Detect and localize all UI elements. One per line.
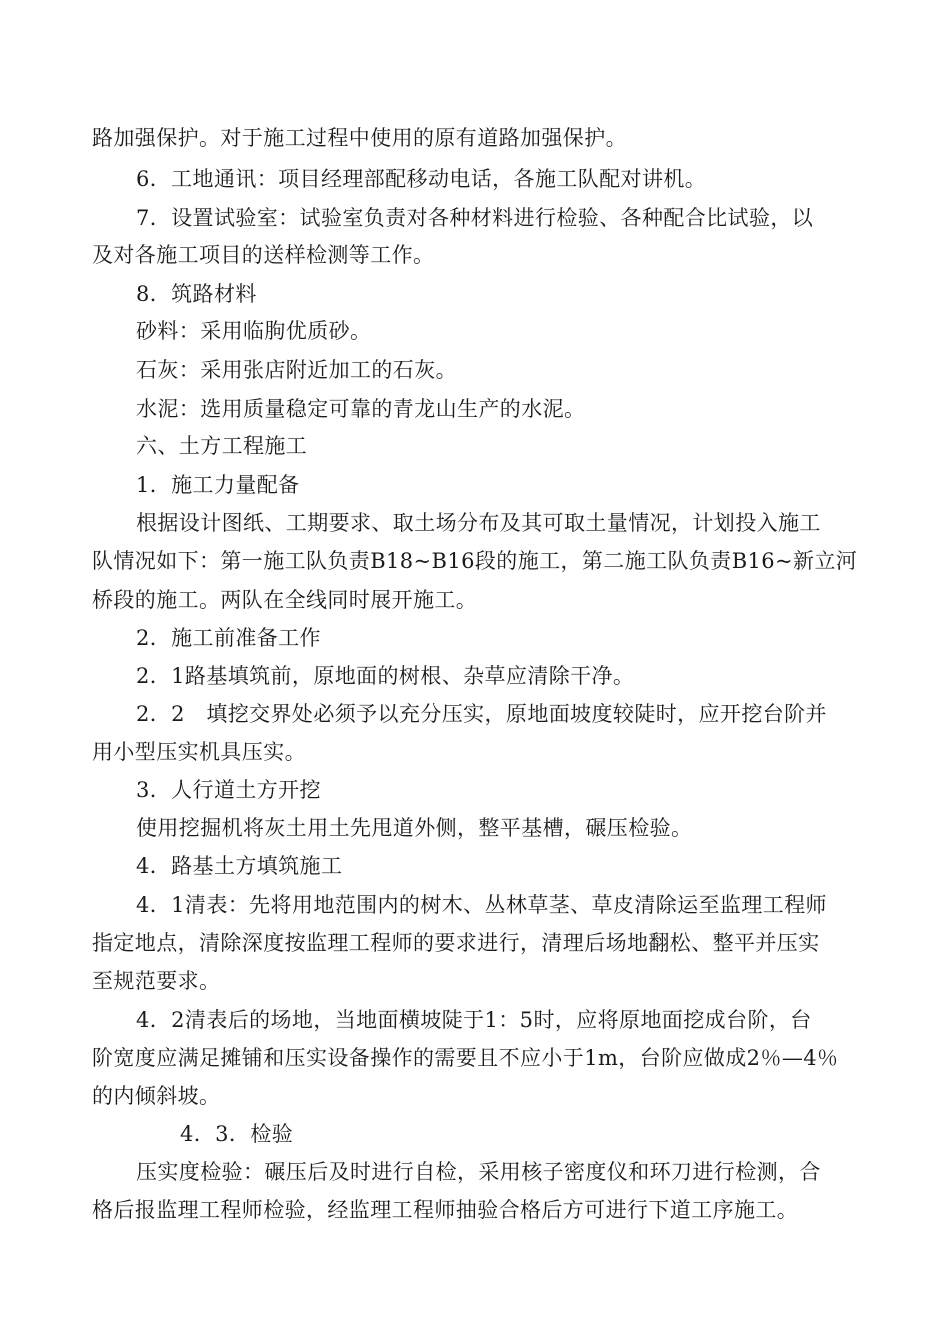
text-line: 阶宽度应满足摊铺和压实设备操作的需要且不应小于1m，台阶应做成2％—4％ xyxy=(92,1046,839,1070)
text-line: 4．1清表：先将用地范围内的树木、丛林草茎、草皮清除运至监理工程师 xyxy=(136,893,827,917)
section-heading: 8．筑路材料 xyxy=(136,282,257,306)
text-line: 2．2 填挖交界处必须予以充分压实，原地面坡度较陡时，应开挖台阶并 xyxy=(136,702,827,726)
text-line: 使用挖掘机将灰土用土先甩道外侧，整平基槽，碾压检验。 xyxy=(136,816,693,840)
text-line: 压实度检验：碾压后及时进行自检，采用核子密度仪和环刀进行检测，合 xyxy=(136,1160,821,1184)
text-line: 指定地点，清除深度按监理工程师的要求进行，清理后场地翻松、整平并压实 xyxy=(92,931,820,955)
text-line: 格后报监理工程师检验，经监理工程师抽验合格后方可进行下道工序施工。 xyxy=(92,1198,799,1222)
section-heading: 3．人行道土方开挖 xyxy=(136,778,321,802)
text-line: 石灰：采用张店附近加工的石灰。 xyxy=(136,358,457,382)
text-line: 4．2清表后的场地，当地面横坡陡于1：5时，应将原地面挖成台阶，台 xyxy=(136,1008,812,1032)
section-heading: 4．3．检验 xyxy=(180,1122,294,1146)
text-line: 6．工地通讯：项目经理部配移动电话，各施工队配对讲机。 xyxy=(136,167,707,191)
section-heading: 4．路基土方填筑施工 xyxy=(136,854,343,878)
text-line: 水泥：选用质量稳定可靠的青龙山生产的水泥。 xyxy=(136,397,586,421)
section-heading: 六、土方工程施工 xyxy=(136,434,308,458)
text-line: 及对各施工项目的送样检测等工作。 xyxy=(92,243,435,267)
text-line: 路加强保护。对于施工过程中使用的原有道路加强保护。 xyxy=(92,126,627,150)
text-line: 队情况如下：第一施工队负责B18~B16段的施工，第二施工队负责B16~新立河 xyxy=(92,549,858,573)
text-line: 2．1路基填筑前，原地面的树根、杂草应清除干净。 xyxy=(136,664,635,688)
section-heading: 2．施工前准备工作 xyxy=(136,626,321,650)
text-line: 的内倾斜坡。 xyxy=(92,1084,221,1108)
text-line: 7．设置试验室：试验室负责对各种材料进行检验、各种配合比试验，以 xyxy=(136,206,814,230)
text-line: 桥段的施工。两队在全线同时展开施工。 xyxy=(92,588,478,612)
text-line: 砂料：采用临朐优质砂。 xyxy=(136,319,372,343)
text-line: 至规范要求。 xyxy=(92,969,221,993)
text-line: 根据设计图纸、工期要求、取土场分布及其可取土量情况，计划投入施工 xyxy=(136,511,821,535)
section-heading: 1．施工力量配备 xyxy=(136,473,300,497)
text-line: 用小型压实机具压实。 xyxy=(92,740,306,764)
